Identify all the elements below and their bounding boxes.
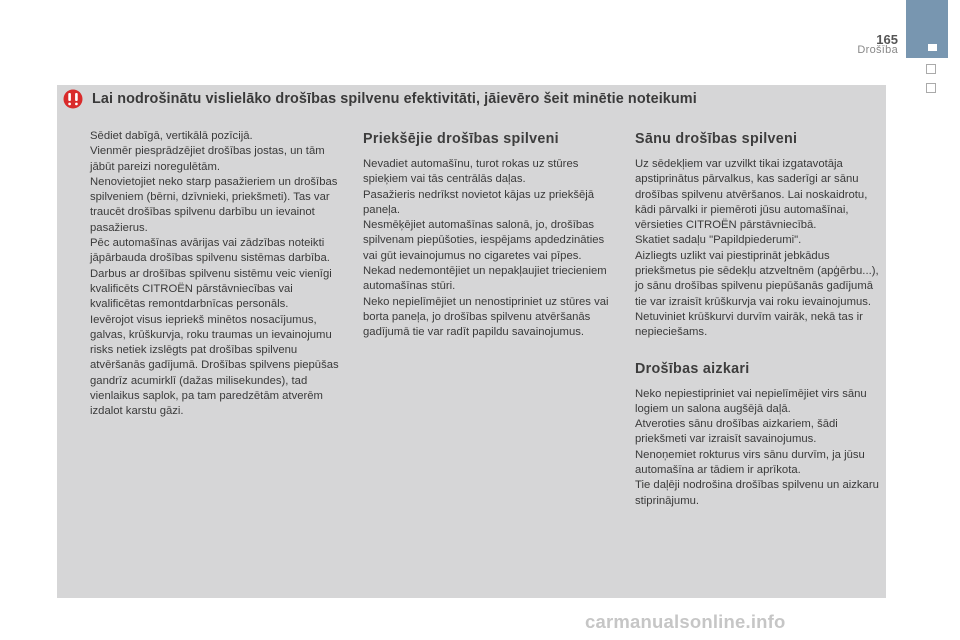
notice-headline: Lai nodrošinātu vislielāko drošības spilvenu efektivitāti, jāievēro šeit minētie noteikumi bbox=[92, 91, 697, 107]
chapter-marker-icon bbox=[928, 44, 937, 51]
nav-square-icon bbox=[926, 83, 936, 93]
warning-exclamation-icon bbox=[63, 89, 83, 109]
curtain-airbags-text: Neko nepiestipriniet vai nepielīmējiet virs sānu logiem un salona augšējā daļā. Atveroties sānu drošības aizkariem, šādi priekšmeti var izraisīt savainojumus. Nenoņemiet rokturus virs sānu durvīm, ja jūsu automašīna ar tādiem ir aprīkota. Tie daļēji nodrošina drošības spilvenu un aizkaru stiprinājumu. bbox=[635, 387, 879, 507]
nav-square-icon bbox=[926, 64, 936, 74]
general-rules-text: Sēdiet dabīgā, vertikālā pozīcijā. Vienmēr piesprādzējiet drošības jostas, un tām jābūt pareizi noregulētām. Nenovietojiet neko starp pasažieriem un drošības spilveniem (bērni, dzīvnieki, priekšmeti). Tas var traucēt drošības spilvenu darbību un ievainot pasažierus. Pēc automašīnas avārijas vai zādzības noteikti jāpārbauda drošības spilvenu sistēmas darbība. Darbus ar drošības spilvenu sistēmu veic vienīgi kvalificēts CITROËN pārstāvniecības vai kvalificētas remontdarbnīcas personāls. Ievērojot visus iepriekš minētos nosacījumus, galvas, krūškurvja, roku traumas un ievainojumu risks netiek izslēgts pat drošības spilvenu atvēršanās gadījumā. Drošības spilvens piepūšas gandrīz acumirklī (dažas milisekundes), tad vienlaikus saplok, pa tam paredzētām atverēm izdalot karstu gāzi. bbox=[90, 130, 339, 418]
side-airbags-text: Uz sēdekļiem var uzvilkt tikai izgatavotāja apstiprinātus pārvalkus, kas saderīgi ar sānu drošības spilvenu atvēršanos. Lai noskaidrotu, kādi pārvalki ir piemēroti jūsu automašīnai, vērsieties CITROËN pārstāvniecībā. Skatiet sadaļu "Papildpiederumi". Aizliegts uzlikt vai piestiprināt jebkādus priekšmetus pie sēdekļu atzveltnēm (apģērbu...), jo sānu drošības spilvenu piepūšanās gadījumā tie var izraisīt krūškurvja vai roku ievainojumus. Netuviniet krūškurvi durvīm vairāk, nekā tas ir nepieciešams. bbox=[635, 158, 879, 339]
chapter-tab bbox=[906, 0, 948, 58]
curtain-airbags-heading: Drošības aizkari bbox=[635, 360, 750, 377]
front-airbags-text: Nevadiet automašīnu, turot rokas uz stūres spieķiem vai tās centrālās daļas. Pasažieris nedrīkst novietot kājas uz priekšējā paneļa. Nesmēķējiet automašīnas salonā, jo, drošības spilvenam piepūšoties, iespējams apdedzināties vai gūt ievainojumus no cigaretes vai pīpes. Nekad nedemontējiet un nepakļaujiet triecieniem automašīnas stūri. Neko nepielīmējiet un nenostipriniet uz stūres vai borta paneļa, jo drošības spilvenu atvēršanās gadījumā tie var radīt papildu savainojumus. bbox=[363, 158, 609, 339]
page-number: 165 bbox=[876, 32, 898, 47]
general-rules-column bbox=[90, 129, 348, 420]
side-airbags-heading: Sānu drošības spilveni bbox=[635, 131, 798, 147]
section-label: Drošība bbox=[857, 44, 898, 56]
side-airbags-column bbox=[635, 130, 887, 509]
site-watermark: carmanualsonline.info bbox=[585, 611, 786, 632]
front-airbags-column bbox=[363, 130, 621, 341]
front-airbags-heading: Priekšējie drošības spilveni bbox=[363, 131, 559, 147]
